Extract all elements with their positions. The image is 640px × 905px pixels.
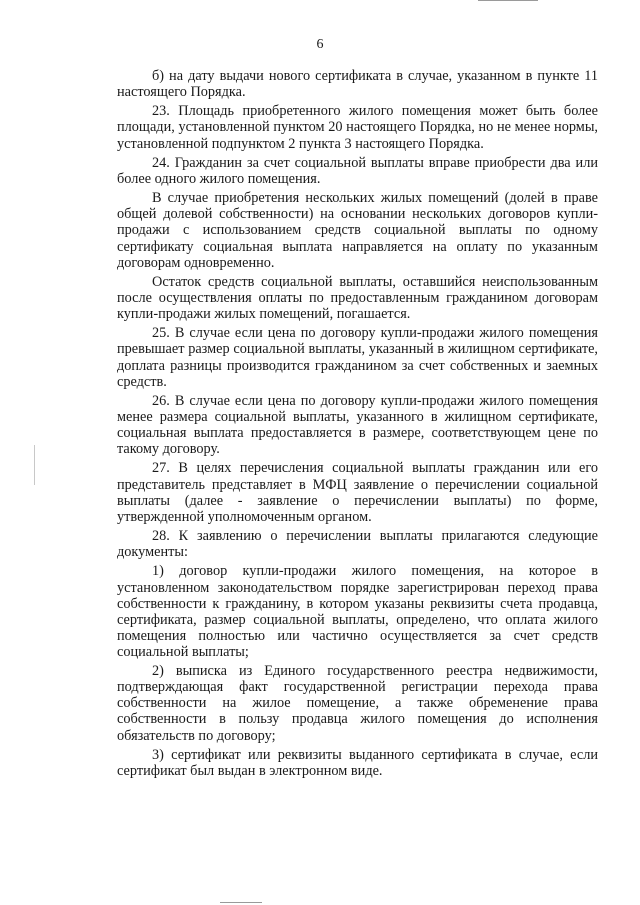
page-number: 6 (316, 37, 324, 52)
paragraph-clause-25: 25. В случае если цена по договору купли-продажи жилого помещения превышает размер социальной выплаты, указанный в жилищном сертификате, доплата разницы производится гражданином за счет собственных и заемных средств. (117, 325, 598, 390)
paragraph-multiple-dwellings: В случае приобретения нескольких жилых помещений (долей в праве общей долевой собственности) на основании нескольких договоров купли-продажи с использованием средств социальной выплаты по одному сертификату социальная выплата направляется на оплату по указанным договорам одновременно. (117, 190, 598, 271)
paragraph-clause-28: 28. К заявлению о перечислении выплаты прилагаются следующие документы: (117, 528, 598, 561)
paragraph-remaining-funds: Остаток средств социальной выплаты, оставшийся неиспользованным после осуществления оплаты по предоставленным гражданином договорам купли-продажи жилых помещений, погашается. (117, 273, 598, 323)
list-item-1: 1) договор купли-продажи жилого помещения, на которое в установленном законодательством порядке зарегистрирован переход права собственности к гражданину, в котором указаны реквизиты счета продавца, сертификата, размер социальной выплаты, определено, что оплата жилого помещения полностью или частично осуществляется за счет средств социальной выплаты; (117, 563, 598, 660)
scan-edge-mark-bottom (220, 902, 262, 903)
paragraph-item-b: б) на дату выдачи нового сертификата в случае, указанном в пункте 11 настоящего Порядка. (117, 68, 598, 101)
scan-edge-mark (478, 0, 538, 1)
paragraph-clause-27: 27. В целях перечисления социальной выплаты гражданин или его представитель представляет в МФЦ заявление о перечислении социальной выплаты (далее - заявление о перечислении выплаты) по форме, утвержденной уполномоченным органом. (117, 460, 598, 525)
paragraph-clause-23: 23. Площадь приобретенного жилого помещения может быть более площади, установленной пунктом 20 настоящего Порядка, но не менее нормы, установленной подпунктом 2 пункта 3 настоящего Порядка. (117, 103, 598, 152)
document-body (117, 68, 598, 782)
paragraph-clause-24: 24. Гражданин за счет социальной выплаты вправе приобрести два или более одного жилого помещения. (117, 154, 598, 187)
scan-margin-line (34, 445, 35, 485)
list-item-3: 3) сертификат или реквизиты выданного сертификата в случае, если сертификат был выдан в электронном виде. (117, 746, 598, 779)
list-item-2: 2) выписка из Единого государственного реестра недвижимости, подтверждающая факт государственной регистрации перехода права собственности на жилое помещение, а также обременение права собственности в пользу продавца жилого помещения до исполнения обязательств по договору; (117, 663, 598, 744)
paragraph-clause-26: 26. В случае если цена по договору купли-продажи жилого помещения менее размера социальной выплаты, указанного в жилищном сертификате, социальная выплата предоставляется в размере, соответствующем цене по такому договору. (117, 392, 598, 458)
